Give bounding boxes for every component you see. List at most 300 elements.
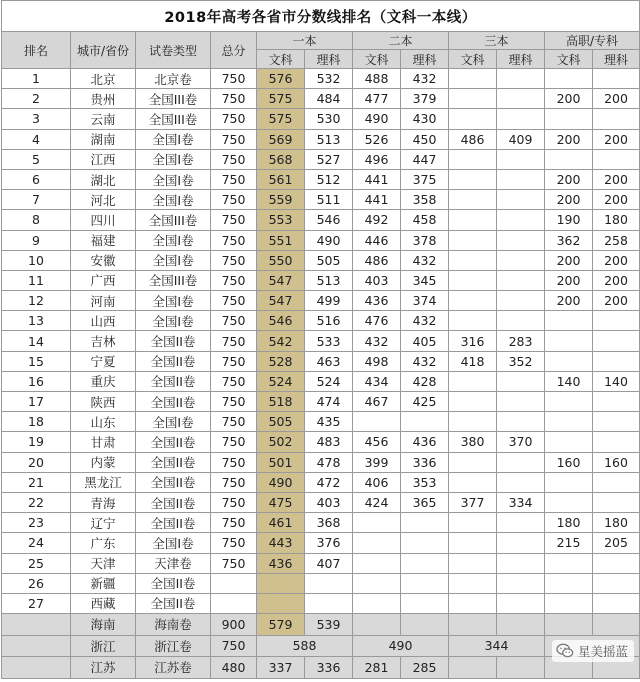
table-cell: [449, 614, 497, 636]
table-cell: 全国III卷: [136, 210, 211, 230]
table-cell: 480: [211, 657, 257, 679]
table-cell: 532: [305, 69, 353, 89]
table-cell: 140: [593, 371, 640, 391]
table-cell: 456: [353, 432, 401, 452]
table-cell: 539: [305, 614, 353, 636]
table-cell: 527: [305, 149, 353, 169]
table-cell: 406: [353, 472, 401, 492]
table-cell: 全国II卷: [136, 351, 211, 371]
table-cell: [545, 331, 593, 351]
table-cell: [353, 513, 401, 533]
table-cell: 安徽: [71, 250, 136, 270]
table-cell: 376: [305, 533, 353, 553]
table-cell: 广西: [71, 270, 136, 290]
table-cell: 450: [401, 129, 449, 149]
header-erben-like: 理科: [401, 50, 449, 69]
table-cell: [497, 210, 545, 230]
table-cell: [593, 412, 640, 432]
table-cell: 505: [257, 412, 305, 432]
table-cell: [497, 657, 545, 679]
table-cell: [449, 190, 497, 210]
table-cell: 576: [257, 69, 305, 89]
table-cell: [497, 69, 545, 89]
table-cell: 750: [211, 412, 257, 432]
table-cell: 316: [449, 331, 497, 351]
table-cell: 1: [2, 69, 71, 89]
table-cell: 200: [545, 270, 593, 290]
table-cell: 全国I卷: [136, 311, 211, 331]
table-row: [2, 109, 640, 129]
table-cell: 200: [545, 190, 593, 210]
table-cell: 498: [353, 351, 401, 371]
table-cell: 285: [401, 657, 449, 679]
table-cell: 海南: [71, 614, 136, 636]
table-cell: 全国II卷: [136, 593, 211, 613]
table-cell: 全国II卷: [136, 452, 211, 472]
table-cell: [449, 210, 497, 230]
table-cell: 750: [211, 69, 257, 89]
table-cell: [497, 230, 545, 250]
table-cell: 546: [305, 210, 353, 230]
table-cell: 750: [211, 190, 257, 210]
table-cell: 399: [353, 452, 401, 472]
table-cell: [545, 412, 593, 432]
table-row: [2, 250, 640, 270]
table-cell: [545, 614, 593, 636]
table-cell: 20: [2, 452, 71, 472]
table-cell: 432: [401, 69, 449, 89]
header-city: 城市/省份: [71, 32, 136, 69]
table-cell: [593, 553, 640, 573]
table-cell: 474: [305, 392, 353, 412]
table-cell: 553: [257, 210, 305, 230]
table-cell: 天津: [71, 553, 136, 573]
table-cell: 336: [305, 657, 353, 679]
table-cell: 588: [257, 635, 353, 657]
table-cell: 750: [211, 109, 257, 129]
header-gaozhi-like: 理科: [593, 50, 640, 69]
table-cell: 重庆: [71, 371, 136, 391]
table-cell: 全国I卷: [136, 129, 211, 149]
table-cell: 5: [2, 149, 71, 169]
table-cell: 吉林: [71, 331, 136, 351]
table-row: [2, 210, 640, 230]
table-cell: 湖南: [71, 129, 136, 149]
table-cell: [449, 472, 497, 492]
table-cell: [257, 593, 305, 613]
table-cell: 430: [401, 109, 449, 129]
table-cell: 547: [257, 291, 305, 311]
table-cell: 505: [305, 250, 353, 270]
table-cell: 14: [2, 331, 71, 351]
table-cell: [593, 351, 640, 371]
table-cell: 575: [257, 89, 305, 109]
table-cell: 200: [593, 270, 640, 290]
table-row: [2, 472, 640, 492]
table-cell: 750: [211, 270, 257, 290]
table-title: 2018年高考各省市分数线排名（文科一本线）: [2, 1, 640, 32]
table-cell: 西藏: [71, 593, 136, 613]
table-cell: 432: [401, 351, 449, 371]
table-cell: [449, 412, 497, 432]
table-cell: 山东: [71, 412, 136, 432]
table-cell: [545, 351, 593, 371]
watermark-text: 星美摇蓝: [577, 644, 628, 659]
table-cell: 352: [497, 351, 545, 371]
table-cell: 368: [305, 513, 353, 533]
table-cell: 379: [401, 89, 449, 109]
wechat-icon: [556, 643, 574, 659]
table-cell: 2: [2, 89, 71, 109]
table-cell: 380: [449, 432, 497, 452]
table-cell: 200: [545, 169, 593, 189]
table-cell: 全国I卷: [136, 169, 211, 189]
table-row: [2, 573, 640, 593]
table-cell: [497, 472, 545, 492]
table-cell: 375: [401, 169, 449, 189]
table-cell: [593, 432, 640, 452]
table-cell: 福建: [71, 230, 136, 250]
table-row: [2, 129, 640, 149]
table-cell: 492: [353, 210, 401, 230]
table-cell: 12: [2, 291, 71, 311]
table-cell: 425: [401, 392, 449, 412]
table-cell: [497, 190, 545, 210]
table-row-jiangsu: [2, 657, 640, 679]
table-cell: 200: [545, 129, 593, 149]
table-cell: 750: [211, 129, 257, 149]
table-cell: 365: [401, 492, 449, 512]
table-cell: 513: [305, 129, 353, 149]
table-cell: 528: [257, 351, 305, 371]
table-cell: 409: [497, 129, 545, 149]
table-cell: 辽宁: [71, 513, 136, 533]
header-rank: 排名: [2, 32, 71, 69]
table-cell: 750: [211, 230, 257, 250]
table-cell: [545, 432, 593, 452]
table-cell: [401, 553, 449, 573]
table-cell: 750: [211, 149, 257, 169]
table-cell: 436: [353, 291, 401, 311]
table-cell: [449, 270, 497, 290]
table-cell: 全国II卷: [136, 432, 211, 452]
table-cell: 477: [353, 89, 401, 109]
table-cell: 天津卷: [136, 553, 211, 573]
table-cell: 461: [257, 513, 305, 533]
header-yiben: 一本: [257, 32, 353, 50]
table-cell: 180: [593, 513, 640, 533]
header-erben: 二本: [353, 32, 449, 50]
table-cell: 16: [2, 371, 71, 391]
table-cell: 568: [257, 149, 305, 169]
table-cell: 490: [353, 109, 401, 129]
table-cell: 3: [2, 109, 71, 129]
table-row: [2, 371, 640, 391]
table-row: [2, 553, 640, 573]
table-cell: 190: [545, 210, 593, 230]
table-cell: [545, 392, 593, 412]
table-cell: 7: [2, 190, 71, 210]
table-cell: 484: [305, 89, 353, 109]
table-cell: 13: [2, 311, 71, 331]
header-gaozhi: 高职/专科: [545, 32, 640, 50]
table-cell: 200: [545, 291, 593, 311]
table-cell: 900: [211, 614, 257, 636]
table-cell: 403: [305, 492, 353, 512]
table-cell: [545, 492, 593, 512]
table-cell: 533: [305, 331, 353, 351]
table-cell: 全国I卷: [136, 533, 211, 553]
table-cell: 475: [257, 492, 305, 512]
table-cell: 446: [353, 230, 401, 250]
table-cell: [2, 657, 71, 679]
table-cell: [545, 69, 593, 89]
table-cell: 436: [401, 432, 449, 452]
table-cell: [2, 614, 71, 636]
table-cell: 511: [305, 190, 353, 210]
table-cell: 750: [211, 452, 257, 472]
table-cell: [401, 533, 449, 553]
table-cell: 490: [257, 472, 305, 492]
table-cell: 344: [449, 635, 545, 657]
table-row: [2, 533, 640, 553]
table-cell: [211, 573, 257, 593]
table-cell: 全国II卷: [136, 492, 211, 512]
table-cell: 530: [305, 109, 353, 129]
table-cell: 21: [2, 472, 71, 492]
table-cell: [497, 89, 545, 109]
table-cell: 551: [257, 230, 305, 250]
table-cell: 550: [257, 250, 305, 270]
table-cell: 全国I卷: [136, 412, 211, 432]
table-cell: 全国II卷: [136, 331, 211, 351]
table-cell: 467: [353, 392, 401, 412]
table-cell: [449, 452, 497, 472]
table-cell: 湖北: [71, 169, 136, 189]
table-cell: 新疆: [71, 573, 136, 593]
table-cell: 26: [2, 573, 71, 593]
table-cell: 499: [305, 291, 353, 311]
table-cell: 407: [305, 553, 353, 573]
table-row: [2, 432, 640, 452]
table-cell: 江西: [71, 149, 136, 169]
table-cell: 750: [211, 351, 257, 371]
table-cell: 北京卷: [136, 69, 211, 89]
table-cell: 江苏卷: [136, 657, 211, 679]
table-cell: 472: [305, 472, 353, 492]
table-cell: [449, 593, 497, 613]
table-row: [2, 513, 640, 533]
table-cell: 575: [257, 109, 305, 129]
table-cell: [449, 291, 497, 311]
table-cell: 750: [211, 392, 257, 412]
table-cell: 283: [497, 331, 545, 351]
table-cell: 490: [353, 635, 449, 657]
table-cell: [545, 109, 593, 129]
table-cell: [449, 250, 497, 270]
table-cell: [497, 614, 545, 636]
table-cell: 377: [449, 492, 497, 512]
table-cell: 河南: [71, 291, 136, 311]
table-cell: [449, 657, 497, 679]
table-cell: [305, 593, 353, 613]
table-cell: 579: [257, 614, 305, 636]
table-cell: 281: [353, 657, 401, 679]
table-cell: [2, 635, 71, 657]
table-cell: 全国II卷: [136, 392, 211, 412]
table-cell: 559: [257, 190, 305, 210]
table-cell: 483: [305, 432, 353, 452]
table-cell: 全国III卷: [136, 270, 211, 290]
table-cell: 750: [211, 250, 257, 270]
table-cell: 750: [211, 291, 257, 311]
table-row: [2, 412, 640, 432]
table-cell: 374: [401, 291, 449, 311]
table-cell: 750: [211, 432, 257, 452]
table-cell: 四川: [71, 210, 136, 230]
table-body: [2, 69, 640, 679]
table-cell: [497, 371, 545, 391]
table-cell: 337: [257, 657, 305, 679]
table-cell: 750: [211, 635, 257, 657]
table-cell: 750: [211, 472, 257, 492]
table-cell: 362: [545, 230, 593, 250]
table-row: [2, 311, 640, 331]
table-cell: [593, 614, 640, 636]
table-cell: [545, 472, 593, 492]
table-cell: 424: [353, 492, 401, 512]
table-cell: 北京: [71, 69, 136, 89]
table-cell: 全国I卷: [136, 190, 211, 210]
header-sanben-wenke: 文科: [449, 50, 497, 69]
table-cell: 443: [257, 533, 305, 553]
table-cell: [497, 149, 545, 169]
table-cell: [497, 270, 545, 290]
table-cell: 27: [2, 593, 71, 613]
table-cell: 200: [593, 250, 640, 270]
table-row: [2, 230, 640, 250]
table-cell: 河北: [71, 190, 136, 210]
table-cell: 11: [2, 270, 71, 290]
table-cell: 全国II卷: [136, 371, 211, 391]
table-cell: 17: [2, 392, 71, 412]
table-cell: 405: [401, 331, 449, 351]
table-cell: [593, 69, 640, 89]
table-cell: 青海: [71, 492, 136, 512]
table-cell: 全国I卷: [136, 230, 211, 250]
table-cell: [497, 109, 545, 129]
table-cell: 黑龙江: [71, 472, 136, 492]
table-cell: 569: [257, 129, 305, 149]
table-cell: 490: [305, 230, 353, 250]
table-cell: [449, 311, 497, 331]
table-cell: [497, 593, 545, 613]
table-cell: [449, 109, 497, 129]
header-erben-wenke: 文科: [353, 50, 401, 69]
table-cell: 全国I卷: [136, 250, 211, 270]
table-cell: 463: [305, 351, 353, 371]
table-cell: [401, 614, 449, 636]
table-cell: [449, 533, 497, 553]
table-cell: 496: [353, 149, 401, 169]
table-cell: 370: [497, 432, 545, 452]
table-cell: [593, 593, 640, 613]
header-total: 总分: [211, 32, 257, 69]
table-cell: [401, 412, 449, 432]
table-cell: [545, 553, 593, 573]
table-cell: 18: [2, 412, 71, 432]
table-cell: 宁夏: [71, 351, 136, 371]
table-cell: [449, 573, 497, 593]
table-cell: 160: [545, 452, 593, 472]
table-cell: [449, 69, 497, 89]
table-cell: [353, 533, 401, 553]
watermark: [552, 640, 634, 662]
table-cell: 750: [211, 533, 257, 553]
table-cell: 6: [2, 169, 71, 189]
table-cell: 486: [353, 250, 401, 270]
table-cell: [353, 573, 401, 593]
table-cell: [449, 513, 497, 533]
table-cell: [593, 392, 640, 412]
table-row-zhejiang: [2, 635, 640, 657]
table-row: [2, 492, 640, 512]
table-cell: [545, 311, 593, 331]
table-cell: 200: [593, 129, 640, 149]
table-row: [2, 452, 640, 472]
table-cell: 205: [593, 533, 640, 553]
header-sanben-like: 理科: [497, 50, 545, 69]
table-cell: [449, 89, 497, 109]
table-cell: 418: [449, 351, 497, 371]
table-cell: [497, 452, 545, 472]
table-cell: 502: [257, 432, 305, 452]
table-cell: 全国I卷: [136, 149, 211, 169]
table-cell: 524: [305, 371, 353, 391]
table-cell: 476: [353, 311, 401, 331]
table-cell: 432: [401, 311, 449, 331]
table-cell: 贵州: [71, 89, 136, 109]
table-cell: [449, 392, 497, 412]
table-cell: 750: [211, 311, 257, 331]
table-cell: 750: [211, 89, 257, 109]
table-cell: 19: [2, 432, 71, 452]
table-cell: [497, 573, 545, 593]
table-cell: [593, 573, 640, 593]
table-cell: [593, 109, 640, 129]
table-row: [2, 291, 640, 311]
table-cell: 200: [593, 291, 640, 311]
table-cell: [497, 412, 545, 432]
table-cell: 全国II卷: [136, 573, 211, 593]
table-cell: 378: [401, 230, 449, 250]
table-cell: [257, 573, 305, 593]
table-cell: 江苏: [71, 657, 136, 679]
table-cell: 546: [257, 311, 305, 331]
table-cell: 488: [353, 69, 401, 89]
table-cell: 447: [401, 149, 449, 169]
table-cell: [497, 513, 545, 533]
table-cell: 336: [401, 452, 449, 472]
table-cell: [353, 412, 401, 432]
table-cell: 25: [2, 553, 71, 573]
table-cell: [593, 311, 640, 331]
table-cell: 8: [2, 210, 71, 230]
table-cell: [497, 169, 545, 189]
table-cell: 750: [211, 331, 257, 351]
table-cell: 750: [211, 513, 257, 533]
table-cell: 全国II卷: [136, 472, 211, 492]
